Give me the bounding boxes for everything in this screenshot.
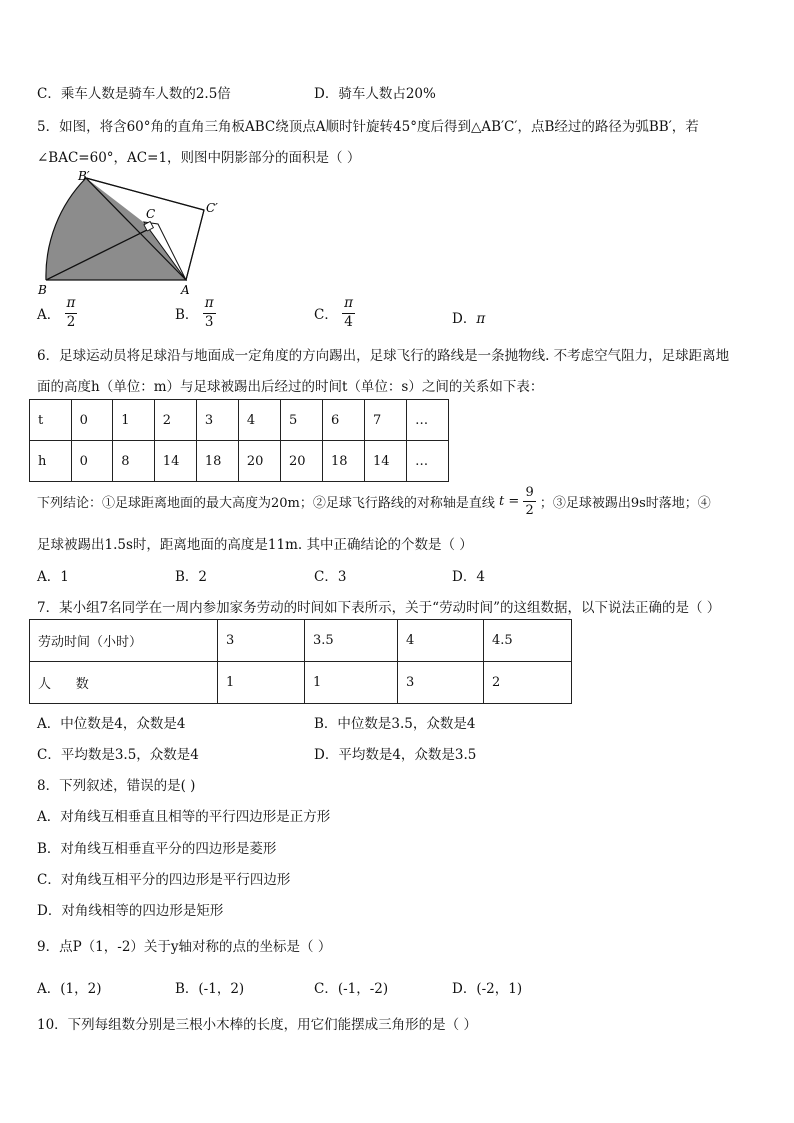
q9-option-b: B．(-1，2) [175, 981, 245, 997]
q5-option-b-num: π [203, 297, 216, 314]
q6-conclusion-part2: ；③足球被踢出9s时落地；④ [539, 496, 711, 511]
q5-option-a-num: π [65, 297, 78, 314]
q6-cell: 7 [365, 400, 407, 441]
q7-cell: 3 [398, 662, 484, 704]
q7-option-a: A．中位数是4，众数是4 [37, 716, 186, 732]
q10-stem: 10．下列每组数分别是三根小木棒的长度，用它们能摆成三角形的是（ ） [37, 1017, 477, 1033]
q7-cell: 2 [484, 662, 572, 704]
q7-table-row-count [30, 662, 572, 704]
q6-cell: t [30, 400, 72, 441]
q6-cell: h [30, 441, 72, 482]
q6-option-a: A．1 [37, 569, 69, 585]
q9-option-a: A．(1，2) [37, 981, 102, 997]
q5-option-b-den: 3 [204, 313, 214, 330]
q6-cell: 2 [154, 400, 196, 441]
label-b-prime: B′ [78, 169, 90, 183]
label-c: C [146, 207, 156, 221]
q6-conclusion-var: t [499, 494, 505, 509]
q8-option-c: C．对角线互相平分的四边形是平行四边形 [37, 872, 291, 888]
q6-cell: 6 [322, 400, 364, 441]
q7-table [29, 619, 572, 704]
q6-cell: 8 [113, 441, 155, 482]
q5-option-c [314, 297, 355, 329]
q5-option-d-label: D． [452, 311, 477, 327]
q6-table [29, 399, 449, 482]
q6-conclusion-num: 9 [525, 485, 534, 500]
q6-conclusion-eq: = [508, 494, 520, 509]
q5-option-a-den: 2 [66, 313, 76, 330]
q6-stem-line1: 6．足球运动员将足球沿与地面成一定角度的方向踢出，足球飞行的路线是一条抛物线. 不考虑空气阻力，足球距离地 [37, 348, 730, 364]
q6-cell: 4 [238, 400, 280, 441]
q5-stem-line2: ∠BAC=60°，AC=1，则图中阴影部分的面积是（ ） [37, 150, 361, 166]
q6-option-c: C．3 [314, 569, 347, 585]
q6-cell: … [407, 441, 449, 482]
q4-option-d: D．骑车人数占20% [314, 86, 436, 102]
q5-option-b [175, 297, 216, 329]
q8-option-a: A．对角线互相垂直且相等的平行四边形是正方形 [37, 809, 331, 825]
q5-stem-line1: 5．如图，将含60°角的直角三角板ABC绕顶点A顺时针旋转45°度后得到△AB′C′，点B经过的路径为弧BB′，若 [37, 119, 699, 135]
q5-option-b-label: B． [175, 307, 199, 323]
q6-conclusion-part1: 下列结论：①足球距离地面的最大高度为20m；②足球飞行路线的对称轴是直线 [37, 496, 495, 511]
q6-conclusions-line [37, 486, 711, 517]
q6-stem-line4: 足球被踢出1.5s时，距离地面的高度是11m. 其中正确结论的个数是（ ） [37, 537, 473, 553]
q5-option-d-text: π [476, 311, 486, 327]
q6-cell: 14 [154, 441, 196, 482]
q8-stem: 8．下列叙述，错误的是( ) [37, 778, 196, 794]
q9-option-d: D．(-2，1) [452, 981, 523, 997]
q7-cell: 3 [218, 620, 305, 662]
q6-cell: 1 [113, 400, 155, 441]
label-a: A [181, 283, 190, 296]
q6-cell: 20 [280, 441, 322, 482]
q7-cell: 人 数 [30, 662, 218, 704]
q6-cell: 0 [71, 400, 113, 441]
q6-cell: 20 [238, 441, 280, 482]
q6-table-row-t [30, 400, 449, 441]
q8-option-b: B．对角线互相垂直平分的四边形是菱形 [37, 841, 277, 857]
q5-option-c-label: C． [314, 307, 338, 323]
q6-cell: 18 [322, 441, 364, 482]
q6-cell: 5 [280, 400, 322, 441]
q7-option-d: D．平均数是4，众数是3.5 [314, 747, 477, 763]
q7-cell: 3.5 [305, 620, 398, 662]
q7-cell: 劳动时间（小时） [30, 620, 218, 662]
q7-cell: 4.5 [484, 620, 572, 662]
q9-stem: 9．点P（1，-2）关于y轴对称的点的坐标是（ ） [37, 939, 332, 955]
q6-stem-line2: 面的高度h（单位：m）与足球被踢出后经过的时间t（单位：s）之间的关系如下表： [37, 379, 544, 395]
q6-option-d: D．4 [452, 569, 485, 585]
q7-stem: 7．某小组7名同学在一周内参加家务劳动的时间如下表所示，关于“劳动时间”的这组数据，以下说法正确的是（ ） [37, 600, 721, 616]
q5-figure [34, 168, 224, 296]
label-b: B [38, 283, 47, 296]
q7-cell: 1 [305, 662, 398, 704]
q7-cell: 1 [218, 662, 305, 704]
q6-cell: 14 [365, 441, 407, 482]
q7-cell: 4 [398, 620, 484, 662]
q9-option-c: C．(-1，-2) [314, 981, 389, 997]
q7-option-c: C．平均数是3.5，众数是4 [37, 747, 199, 763]
q6-cell: 3 [196, 400, 238, 441]
q6-cell: … [407, 400, 449, 441]
q5-option-a-label: A． [37, 307, 61, 323]
label-c-prime: C′ [206, 201, 218, 215]
q5-option-c-num: π [342, 297, 355, 314]
q5-option-a [37, 297, 77, 329]
q6-table-row-h [30, 441, 449, 482]
q6-option-b: B．2 [175, 569, 208, 585]
q4-option-c: C．乘车人数是骑车人数的2.5倍 [37, 86, 231, 102]
q7-option-b: B．中位数是3.5，众数是4 [314, 716, 476, 732]
q6-conclusion-den: 2 [525, 503, 534, 518]
q6-cell: 18 [196, 441, 238, 482]
q5-option-c-den: 4 [344, 313, 353, 330]
q6-cell: 0 [71, 441, 113, 482]
q8-option-d: D．对角线相等的四边形是矩形 [37, 903, 224, 919]
q7-table-row-hours [30, 620, 572, 662]
q5-option-d [452, 307, 485, 327]
